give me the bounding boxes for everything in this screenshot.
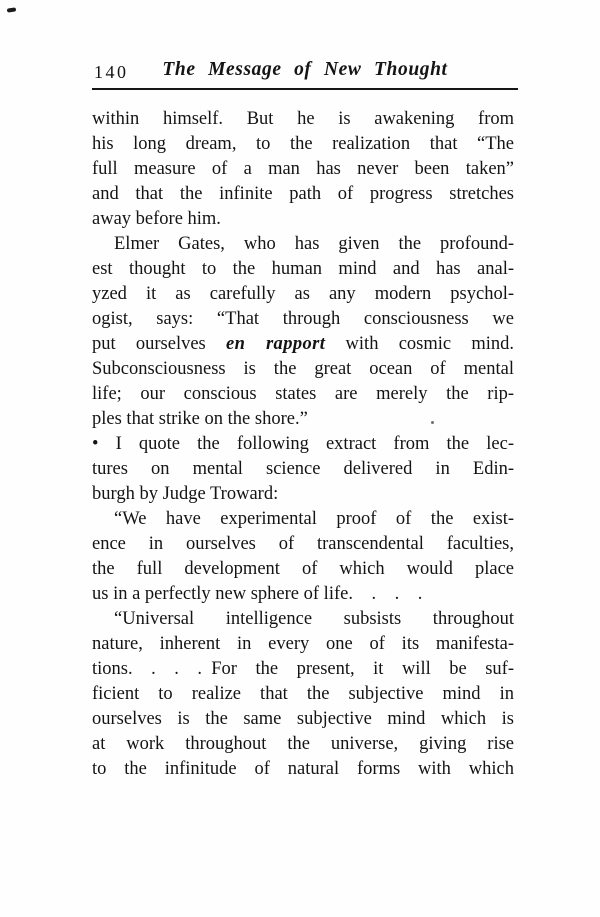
text-segment: put ourselves bbox=[92, 334, 227, 354]
text-segment: nature, inherent in every one of its manifesta- bbox=[92, 634, 514, 654]
text-segment: burgh by Judge Troward: bbox=[92, 484, 279, 504]
text-line bbox=[92, 182, 514, 207]
text-line bbox=[92, 257, 514, 282]
text-line bbox=[92, 757, 514, 782]
text-segment: and that the infinite path of progress stretches bbox=[92, 184, 514, 204]
page-body bbox=[92, 107, 514, 782]
text-line bbox=[92, 732, 514, 757]
text-line bbox=[92, 232, 514, 257]
page-header bbox=[93, 58, 517, 85]
text-line bbox=[92, 207, 514, 232]
text-segment: • I quote the following extract from the lec- bbox=[92, 434, 514, 454]
text-line bbox=[92, 382, 514, 407]
text-segment: Elmer Gates, who has given the profound- bbox=[114, 234, 514, 254]
text-segment: tures on mental science delivered in Edin- bbox=[92, 459, 514, 479]
text-segment: with cosmic mind. bbox=[325, 334, 515, 354]
header-rule bbox=[92, 88, 518, 90]
text-segment: Subconsciousness is the great ocean of mental bbox=[92, 359, 514, 379]
text-segment: life; our conscious states are merely the rip- bbox=[92, 384, 514, 404]
text-line bbox=[92, 332, 514, 357]
text-line bbox=[92, 582, 514, 607]
text-line bbox=[92, 407, 514, 432]
text-segment: ence in ourselves of transcendental faculties, bbox=[92, 534, 514, 554]
text-line bbox=[92, 632, 514, 657]
text-line bbox=[92, 507, 514, 532]
italic-phrase: en rapport bbox=[226, 334, 326, 354]
text-segment: at work throughout the universe, giving rise bbox=[92, 734, 514, 754]
running-title: The Message of New Thought bbox=[162, 59, 448, 80]
text-segment: “Universal intelligence subsists throughout bbox=[114, 609, 514, 629]
text-segment: full measure of a man has never been taken” bbox=[92, 159, 514, 179]
text-segment: us in a perfectly new sphere of life. . . . bbox=[92, 584, 423, 604]
text-segment: away before him. bbox=[92, 209, 221, 229]
text-line bbox=[92, 282, 514, 307]
text-line bbox=[92, 557, 514, 582]
scan-speck-artifact bbox=[7, 7, 16, 12]
text-line bbox=[92, 457, 514, 482]
text-segment: “We have experimental proof of the exist- bbox=[114, 509, 514, 529]
text-line bbox=[92, 607, 514, 632]
text-segment: his long dream, to the realization that “The bbox=[92, 134, 514, 154]
text-line bbox=[92, 307, 514, 332]
text-line bbox=[92, 432, 514, 457]
text-segment: within himself. But he is awakening from bbox=[92, 109, 514, 129]
text-line bbox=[92, 532, 514, 557]
text-line bbox=[92, 132, 514, 157]
page-number: 140 bbox=[94, 62, 129, 82]
text-segment: est thought to the human mind and has anal- bbox=[92, 259, 514, 279]
text-line bbox=[92, 157, 514, 182]
text-line bbox=[92, 707, 514, 732]
text-segment: ples that strike on the shore.” bbox=[92, 409, 308, 429]
text-segment: ourselves is the same subjective mind which is bbox=[92, 709, 514, 729]
text-line bbox=[92, 657, 514, 682]
text-segment: ficient to realize that the subjective mind in bbox=[92, 684, 514, 704]
text-segment: yzed it as carefully as any modern psychol- bbox=[92, 284, 514, 304]
text-segment: tions. . . . For the present, it will be suf- bbox=[92, 659, 514, 679]
text-line bbox=[92, 482, 514, 507]
text-line bbox=[92, 357, 514, 382]
text-line bbox=[92, 107, 514, 132]
text-segment: the full development of which would place bbox=[92, 559, 514, 579]
text-segment: ogist, says: “That through consciousness we bbox=[92, 309, 514, 329]
text-segment: to the infinitude of natural forms with which bbox=[92, 759, 514, 779]
text-line bbox=[92, 682, 514, 707]
